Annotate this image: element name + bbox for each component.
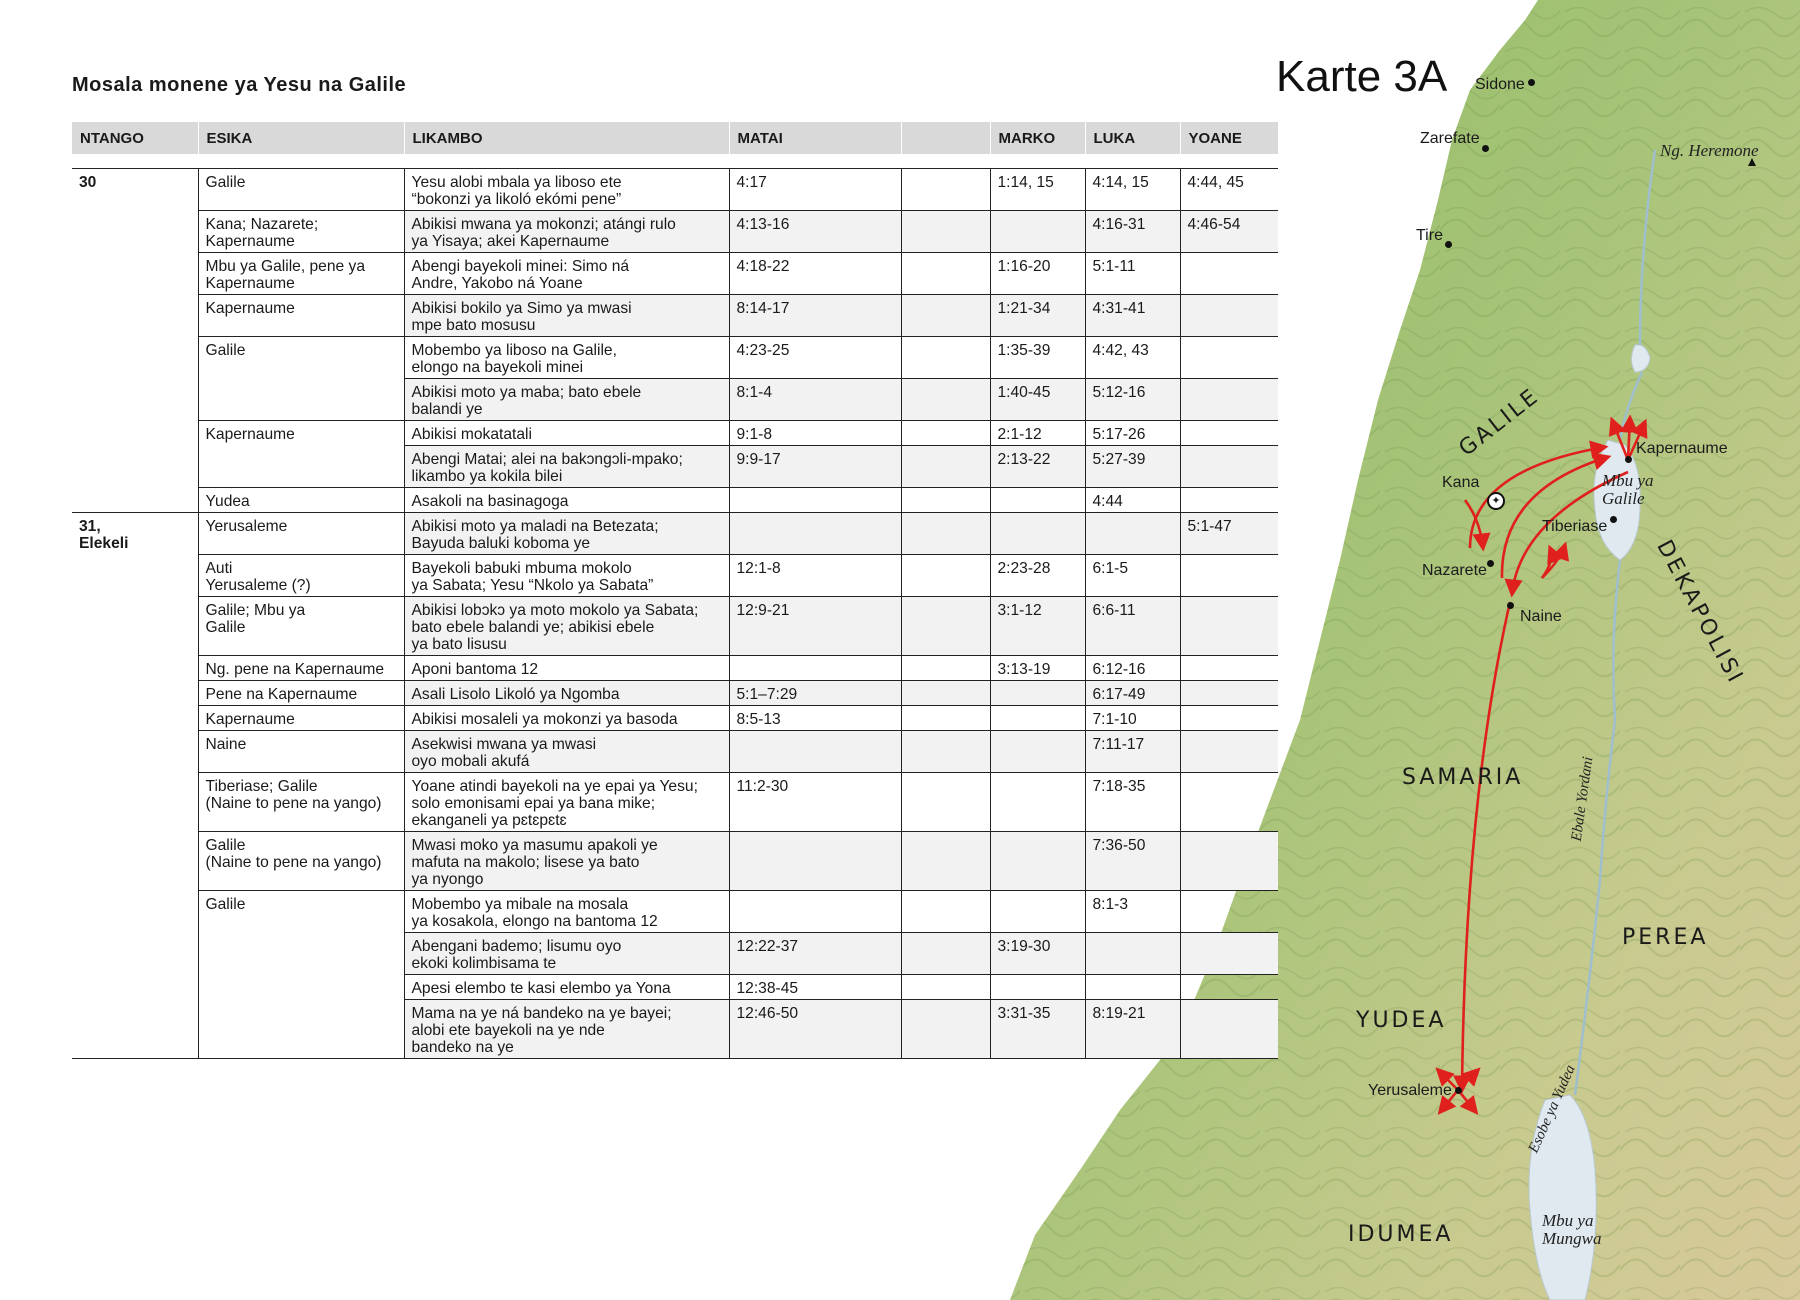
cell-matai: 12:22-37 [729,933,901,975]
cell-esika: Mbu ya Galile, pene ya Kapernaume [198,253,404,295]
cell-likambo: Yoane atindi bayekoli na ye epai ya Yesu; solo emonisami epai ya bana mike; ekanganeli ya pɛtɛpɛtɛ [404,773,729,832]
cell-likambo: Asakoli na basinagoga [404,488,729,513]
header-likambo: LIKAMBO [404,122,729,154]
city-yerusaleme: Yerusaleme [1368,1082,1452,1099]
cell-luka: 6:17-49 [1085,681,1180,706]
cell-marko: 1:21-34 [990,295,1085,337]
cell-yoane: 5:1-47 [1180,513,1278,555]
table-row [72,555,1278,597]
cell-luka: 5:12-16 [1085,379,1180,421]
city-dot [1487,560,1494,567]
cell-yoane [1180,488,1278,513]
table-row [72,656,1278,681]
cell-esika: Auti Yerusaleme (?) [198,555,404,597]
cell-blank [901,656,990,681]
cell-ntango [72,773,198,832]
cell-esika: Galile [198,891,404,933]
cell-matai: 9:1-8 [729,421,901,446]
cell-yoane [1180,421,1278,446]
cell-yoane [1180,681,1278,706]
region-dekapolisi: DEKAPOLISI [1651,536,1749,689]
cell-esika: Kapernaume [198,706,404,731]
cell-esika [198,933,404,975]
header-blank [901,122,990,154]
sea-of-galilee-label: Mbu ya Galile [1602,471,1654,508]
cell-blank [901,421,990,446]
cell-matai [729,656,901,681]
cell-likambo: Abengani bademo; lisumu oyo ekoki kolimbisama te [404,933,729,975]
cell-ntango [72,933,198,975]
cell-matai [729,513,901,555]
cell-ntango: 30 [72,169,198,211]
city-dot [1445,241,1452,248]
cell-marko [990,211,1085,253]
cell-likambo: Mwasi moko ya masumu apakoli ye mafuta na makolo; lisese ya bato ya nyongo [404,832,729,891]
table-row [72,597,1278,656]
cell-likambo: Abikisi bokilo ya Simo ya mwasi mpe bato mosusu [404,295,729,337]
cell-likambo: Abengi bayekoli minei: Simo ná Andre, Yakobo ná Yoane [404,253,729,295]
cell-likambo: Abikisi mokatatali [404,421,729,446]
cell-ntango [72,975,198,1000]
cell-marko: 3:19-30 [990,933,1085,975]
cell-luka: 4:42, 43 [1085,337,1180,379]
cell-blank [901,295,990,337]
cell-likambo: Abikisi mwana ya mokonzi; atángi rulo ya Yisaya; akei Kapernaume [404,211,729,253]
table-row [72,211,1278,253]
cell-esika: Tiberiase; Galile (Naine to pene na yango) [198,773,404,832]
cell-ntango [72,295,198,337]
cell-likambo: Apesi elembo te kasi elembo ya Yona [404,975,729,1000]
cell-esika: Yerusaleme [198,513,404,555]
region-yudea: YUDEA [1356,1008,1447,1033]
cell-matai: 4:18-22 [729,253,901,295]
cell-esika [198,446,404,488]
cell-luka: 8:19-21 [1085,1000,1180,1059]
cell-esika: Yudea [198,488,404,513]
cell-marko [990,681,1085,706]
cell-matai: 4:23-25 [729,337,901,379]
cell-ntango [72,656,198,681]
cell-blank [901,337,990,379]
cell-matai: 4:17 [729,169,901,211]
table-row [72,295,1278,337]
cell-esika: Galile (Naine to pene na yango) [198,832,404,891]
city-dot [1455,1087,1462,1094]
cell-luka [1085,975,1180,1000]
cell-esika [198,379,404,421]
cell-luka: 5:1-11 [1085,253,1180,295]
cell-likambo: Asekwisi mwana ya mwasi oyo mobali akufá [404,731,729,773]
table-row [72,253,1278,295]
cell-matai [729,731,901,773]
cell-luka: 7:11-17 [1085,731,1180,773]
cell-marko: 3:31-35 [990,1000,1085,1059]
header-ntango: NTANGO [72,122,198,154]
city-dot [1507,602,1514,609]
cell-likambo: Mama na ye ná bandeko na ye bayei; alobi ete bayekoli na ye nde bandeko na ye [404,1000,729,1059]
cell-likambo: Bayekoli babuki mbuma mokolo ya Sabata; Yesu “Nkolo ya Sabata” [404,555,729,597]
page-title: Mosala monene ya Yesu na Galile [72,74,407,96]
table-row [72,513,1278,555]
cell-luka: 4:31-41 [1085,295,1180,337]
cell-matai: 8:1-4 [729,379,901,421]
city-kana: Kana [1442,474,1480,491]
cell-matai: 12:1-8 [729,555,901,597]
cell-blank [901,169,990,211]
cell-blank [901,555,990,597]
cell-luka [1085,933,1180,975]
cell-marko [990,975,1085,1000]
table-row [72,681,1278,706]
cell-blank [901,975,990,1000]
map-title: Karte 3A [1276,52,1448,101]
cell-matai: 9:9-17 [729,446,901,488]
city-kapernaume: Kapernaume [1636,440,1728,457]
cell-luka: 6:12-16 [1085,656,1180,681]
cell-marko: 1:40-45 [990,379,1085,421]
cell-matai: 12:38-45 [729,975,901,1000]
city-dot [1610,516,1617,523]
cell-marko: 2:13-22 [990,446,1085,488]
cell-matai: 5:1–7:29 [729,681,901,706]
cell-likambo: Abikisi lobɔkɔ ya moto mokolo ya Sabata; bato ebele balandi ye; abikisi ebele ya bato lisusu [404,597,729,656]
cell-likambo: Aponi bantoma 12 [404,656,729,681]
cell-blank [901,933,990,975]
judean-wilderness-label: Esobe ya Yudea [1525,1062,1579,1156]
table-row [72,891,1278,933]
cell-yoane [1180,656,1278,681]
city-dot [1625,456,1632,463]
cell-marko: 1:16-20 [990,253,1085,295]
city-naine: Naine [1520,608,1562,625]
cell-ntango [72,488,198,513]
cell-esika: Pene na Kapernaume [198,681,404,706]
cell-blank [901,513,990,555]
cell-blank [901,731,990,773]
cell-yoane [1180,253,1278,295]
cell-likambo: Abikisi mosaleli ya mokonzi ya basoda [404,706,729,731]
cell-esika: Galile [198,169,404,211]
table-row [72,337,1278,379]
cell-ntango [72,211,198,253]
table-row [72,169,1278,211]
cell-matai: 8:5-13 [729,706,901,731]
cell-ntango [72,446,198,488]
cell-yoane [1180,891,1278,933]
cell-ntango [72,337,198,379]
cell-esika: Kana; Nazarete; Kapernaume [198,211,404,253]
cell-marko: 2:23-28 [990,555,1085,597]
table-row [72,731,1278,773]
table-row [72,379,1278,421]
dead-sea-label: Mbu ya Mungwa [1542,1211,1602,1248]
cell-yoane [1180,295,1278,337]
cell-marko [990,832,1085,891]
cell-marko: 2:1-12 [990,421,1085,446]
cell-yoane [1180,706,1278,731]
table-row [72,446,1278,488]
cell-yoane [1180,379,1278,421]
cell-likambo: Mobembo ya liboso na Galile, elongo na bayekoli minei [404,337,729,379]
cell-blank [901,253,990,295]
cell-blank [901,773,990,832]
cell-yoane: 4:46-54 [1180,211,1278,253]
cell-esika: Naine [198,731,404,773]
cell-matai [729,891,901,933]
cell-luka: 5:17-26 [1085,421,1180,446]
cell-likambo: Abengi Matai; alei na bakɔngɔli-mpako; likambo ya kokila bilei [404,446,729,488]
city-nazarete: Nazarete [1422,562,1487,579]
cell-likambo: Asali Lisolo Likoló ya Ngomba [404,681,729,706]
cell-blank [901,706,990,731]
cell-esika: Kapernaume [198,421,404,446]
region-idumea: IDUMEA [1348,1222,1454,1247]
cell-marko: 3:1-12 [990,597,1085,656]
cell-yoane [1180,832,1278,891]
table-row [72,488,1278,513]
cell-yoane [1180,773,1278,832]
cell-luka: 7:36-50 [1085,832,1180,891]
cell-marko [990,706,1085,731]
cell-blank [901,446,990,488]
cell-yoane [1180,731,1278,773]
cell-matai: 8:14-17 [729,295,901,337]
table-row [72,933,1278,975]
cell-luka: 5:27-39 [1085,446,1180,488]
cell-blank [901,488,990,513]
mountain-label: Ng. Heremone [1660,141,1759,160]
cell-yoane [1180,1000,1278,1059]
cell-luka: 6:1-5 [1085,555,1180,597]
cell-blank [901,379,990,421]
cell-luka: 4:44 [1085,488,1180,513]
city-tiberiase: Tiberiase [1542,518,1608,535]
city-tire: Tire [1416,227,1443,244]
cell-luka: 8:1-3 [1085,891,1180,933]
cell-likambo: Abikisi moto ya maladi na Betezata; Bayuda baluki koboma ye [404,513,729,555]
cell-yoane [1180,337,1278,379]
cell-blank [901,211,990,253]
cell-yoane [1180,933,1278,975]
cell-esika: Galile [198,337,404,379]
cell-matai: 11:2-30 [729,773,901,832]
cell-ntango [72,379,198,421]
header-matai: MATAI [729,122,901,154]
cell-ntango [72,421,198,446]
table-row [72,421,1278,446]
cell-ntango [72,731,198,773]
cell-ntango [72,832,198,891]
region-perea: PEREA [1622,925,1709,950]
cell-blank [901,597,990,656]
jordan-river-label: Ebale Yordani [1568,755,1597,843]
cell-marko [990,731,1085,773]
region-galile: GALILE [1454,383,1545,462]
cell-esika [198,1000,404,1059]
cell-marko [990,488,1085,513]
cell-yoane: 4:44, 45 [1180,169,1278,211]
cell-marko [990,891,1085,933]
cell-yoane [1180,597,1278,656]
region-samaria: SAMARIA [1402,765,1524,790]
cell-marko [990,773,1085,832]
cell-matai: 12:9-21 [729,597,901,656]
cell-likambo: Abikisi moto ya maba; bato ebele balandi ye [404,379,729,421]
cell-luka: 6:6-11 [1085,597,1180,656]
cell-ntango [72,891,198,933]
cell-luka: 4:14, 15 [1085,169,1180,211]
cell-blank [901,1000,990,1059]
cell-marko [990,513,1085,555]
city-sidone: Sidone [1475,76,1525,93]
cell-luka [1085,513,1180,555]
header-esika: ESIKA [198,122,404,154]
cell-likambo: Yesu alobi mbala ya liboso ete “bokonzi ya likoló ekómi pene” [404,169,729,211]
cell-marko: 3:13-19 [990,656,1085,681]
cell-esika: Galile; Mbu ya Galile [198,597,404,656]
cell-yoane [1180,975,1278,1000]
cell-blank [901,681,990,706]
header-yoane: YOANE [1180,122,1278,154]
cell-ntango [72,597,198,656]
cell-ntango [72,681,198,706]
cell-ntango: 31, Elekeli [72,513,198,555]
cell-matai: 4:13-16 [729,211,901,253]
cell-luka: 7:18-35 [1085,773,1180,832]
cell-luka: 7:1-10 [1085,706,1180,731]
cell-esika: Kapernaume [198,295,404,337]
cell-esika [198,975,404,1000]
table-row [72,975,1278,1000]
cell-esika: Ng. pene na Kapernaume [198,656,404,681]
cell-matai [729,832,901,891]
cell-yoane [1180,555,1278,597]
cell-yoane [1180,446,1278,488]
cell-ntango [72,253,198,295]
table-row [72,773,1278,832]
table-row [72,706,1278,731]
kana-symbol-icon: ✦ [1487,492,1505,510]
city-dot [1528,79,1535,86]
cell-marko: 1:35-39 [990,337,1085,379]
cell-marko: 1:14, 15 [990,169,1085,211]
cell-blank [901,832,990,891]
cell-ntango [72,706,198,731]
events-table [72,122,1278,1059]
cell-likambo: Mobembo ya mibale na mosala ya kosakola, elongo na bantoma 12 [404,891,729,933]
cell-luka: 4:16-31 [1085,211,1180,253]
header-marko: MARKO [990,122,1085,154]
header-luka: LUKA [1085,122,1180,154]
cell-ntango [72,555,198,597]
table-row [72,832,1278,891]
cell-blank [901,891,990,933]
city-zarefate: Zarefate [1420,130,1480,147]
cell-matai: 12:46-50 [729,1000,901,1059]
cell-ntango [72,1000,198,1059]
table-row [72,1000,1278,1059]
cell-matai [729,488,901,513]
city-dot [1482,145,1489,152]
table-header-row [72,122,1278,154]
